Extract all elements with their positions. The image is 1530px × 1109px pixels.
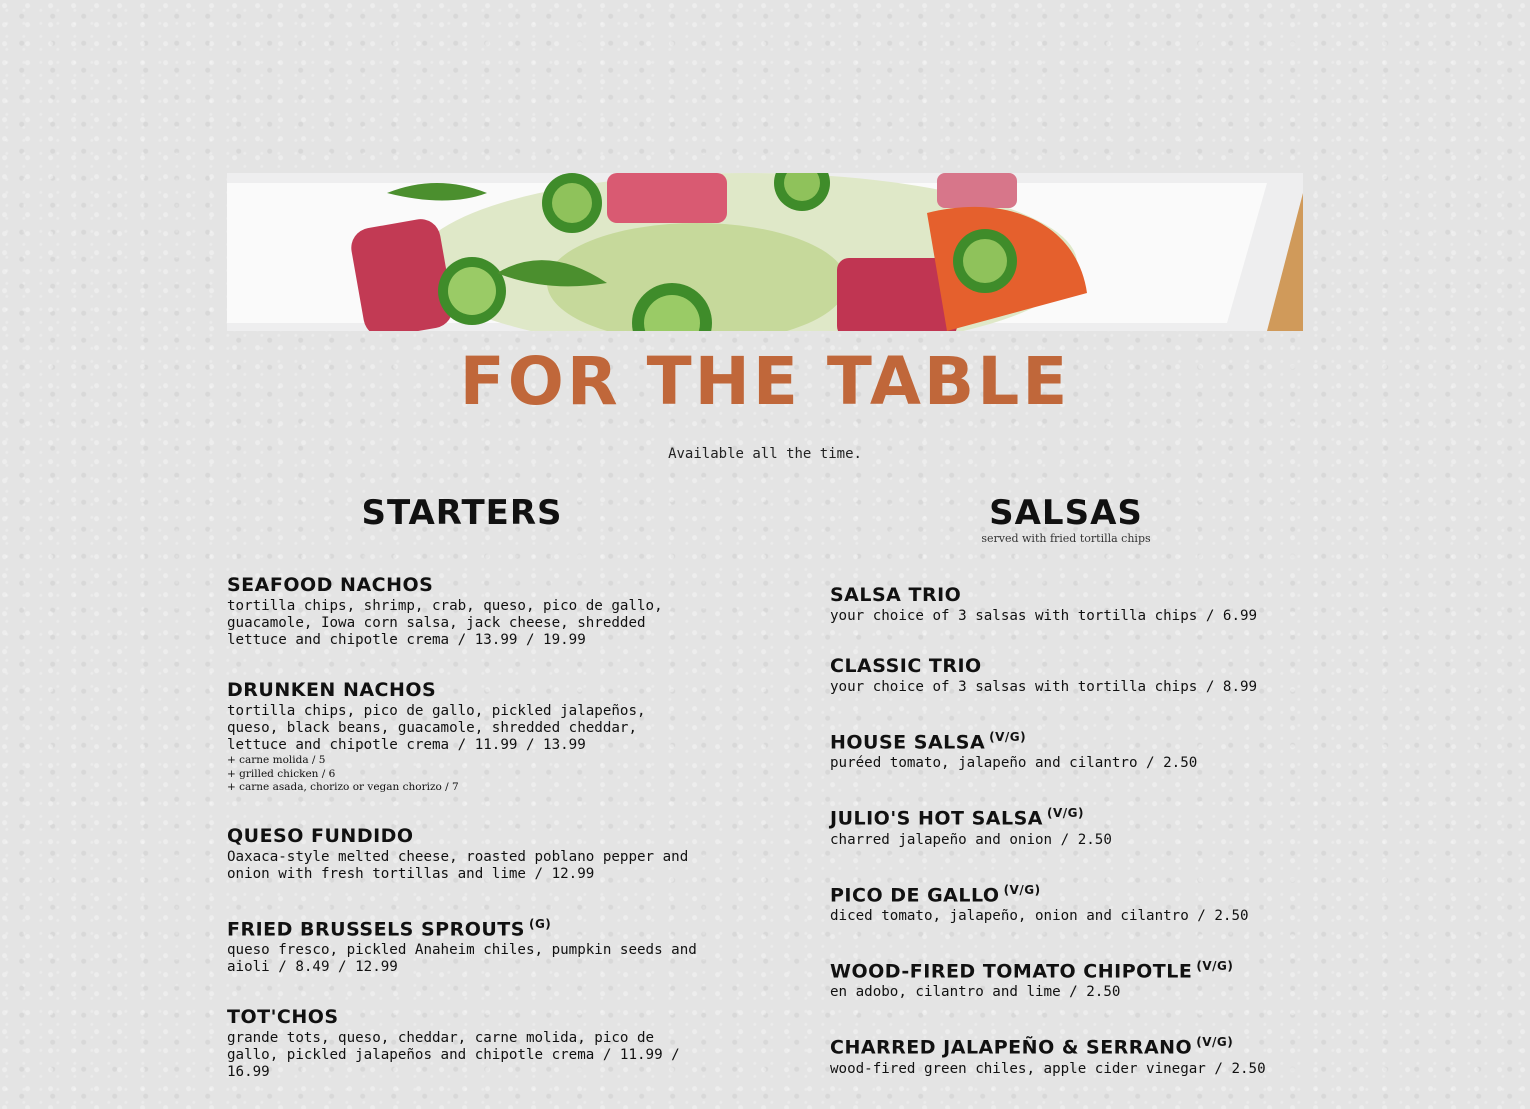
menu-item-description: your choice of 3 salsas with tortilla chips / 8.99 xyxy=(830,679,1258,695)
menu-item xyxy=(227,574,697,649)
dietary-tag: (G) xyxy=(528,916,552,931)
menu-item xyxy=(227,825,697,883)
menu-item-name-text: FRIED BRUSSELS SPROUTS xyxy=(227,917,525,940)
menu-item-description: puréed tomato, jalapeño and cilantro / 2.50 xyxy=(830,755,1198,772)
section-heading: SALSAS xyxy=(989,493,1143,533)
menu-item-name xyxy=(227,1006,697,1028)
menu-item-description: queso fresco, pickled Anaheim chiles, pumpkin seeds and aioli / 8.49 / 12.99 xyxy=(227,941,697,975)
menu-item-description: tortilla chips, shrimp, crab, queso, pico de gallo, guacamole, Iowa corn salsa, jack cheese, shredded lettuce and chipotle crema / 13.99 / 19.99 xyxy=(227,598,663,648)
menu-item-name-text: JULIO'S HOT SALSA xyxy=(830,807,1043,830)
menu-item-name xyxy=(830,1031,1302,1058)
menu-item-addon: + carne molida / 5 xyxy=(227,754,326,766)
menu-item-name xyxy=(830,879,1302,906)
section-note: served with fried tortilla chips xyxy=(981,532,1151,545)
menu-item-description: wood-fired green chiles, apple cider vinegar / 2.50 xyxy=(830,1060,1266,1077)
menu-item-name xyxy=(830,726,1302,753)
menu-item xyxy=(830,655,1302,696)
menu-item-name xyxy=(227,913,697,940)
menu-item-addon: + carne asada, chorizo or vegan chorizo / 7 xyxy=(227,781,459,793)
menu-item-description: tortilla chips, pico de gallo, pickled jalapeños, queso, black beans, guacamole, shredded cheddar, lettuce and chipotle crema / 11.99 / 13.99 xyxy=(227,703,646,753)
menu-item xyxy=(227,1006,697,1081)
page-title: FOR THE TABLE xyxy=(459,343,1071,420)
dietary-tag: (V/G) xyxy=(1003,882,1041,897)
starters-section xyxy=(227,490,697,1081)
menu-item-name-text: QUESO FUNDIDO xyxy=(227,824,414,847)
menu-item-name xyxy=(830,655,1302,677)
dietary-tag: (V/G) xyxy=(1196,1035,1234,1050)
menu-item-name-text: WOOD-FIRED TOMATO CHIPOTLE xyxy=(830,960,1193,983)
tagline: Available all the time. xyxy=(668,446,862,462)
menu-item-name-text: PICO DE GALLO xyxy=(830,883,1000,906)
menu-item-name-text: SALSA TRIO xyxy=(830,584,962,606)
menu-item-name-text: TOT'CHOS xyxy=(227,1005,339,1028)
menu-item xyxy=(830,955,1302,1001)
dietary-tag: (V/G) xyxy=(989,730,1027,744)
menu-item xyxy=(830,726,1302,772)
section-heading: STARTERS xyxy=(361,493,563,533)
menu-item-addon: + grilled chicken / 6 xyxy=(227,767,336,780)
menu-item-description: charred jalapeño and onion / 2.50 xyxy=(830,831,1112,848)
dietary-tag: (V/G) xyxy=(1046,806,1084,821)
menu-item-description: your choice of 3 salsas with tortilla chips / 6.99 xyxy=(830,608,1258,624)
menu-item-description: Oaxaca-style melted cheese, roasted poblano pepper and onion with fresh tortillas and lime / 12.99 xyxy=(227,848,689,882)
menu-item-description: diced tomato, jalapeño, onion and cilantro / 2.50 xyxy=(830,907,1249,924)
menu-item-name xyxy=(227,679,697,701)
menu-item xyxy=(830,1031,1302,1077)
menu-item-name xyxy=(227,574,697,596)
menu-item-description: grande tots, queso, cheddar, carne molida, pico de gallo, pickled jalapeños and chipotle crema / 11.99 / 16.99 xyxy=(227,1029,680,1080)
starters-list xyxy=(227,574,697,1081)
banner-image xyxy=(227,173,1303,331)
menu-item-name xyxy=(830,802,1302,829)
menu-item-name-text: DRUNKEN NACHOS xyxy=(227,679,437,701)
menu-item xyxy=(227,679,697,795)
menu-item xyxy=(830,879,1302,925)
dietary-tag: (V/G) xyxy=(1196,958,1234,973)
menu-item-name-text: HOUSE SALSA xyxy=(830,731,986,754)
menu-item-name-text: CLASSIC TRIO xyxy=(830,655,982,677)
menu-item-name xyxy=(227,825,697,847)
salsas-section xyxy=(830,490,1302,1078)
menu-item-name xyxy=(830,955,1302,982)
menu-item xyxy=(830,584,1302,625)
menu-item-name-text: CHARRED JALAPEÑO & SERRANO xyxy=(830,1036,1193,1059)
salsas-list xyxy=(830,584,1302,1078)
menu-item xyxy=(830,802,1302,848)
menu-item-name xyxy=(830,584,1302,606)
menu-item-name-text: SEAFOOD NACHOS xyxy=(227,574,434,596)
menu-item xyxy=(227,913,697,976)
menu-item-description: en adobo, cilantro and lime / 2.50 xyxy=(830,984,1121,1001)
